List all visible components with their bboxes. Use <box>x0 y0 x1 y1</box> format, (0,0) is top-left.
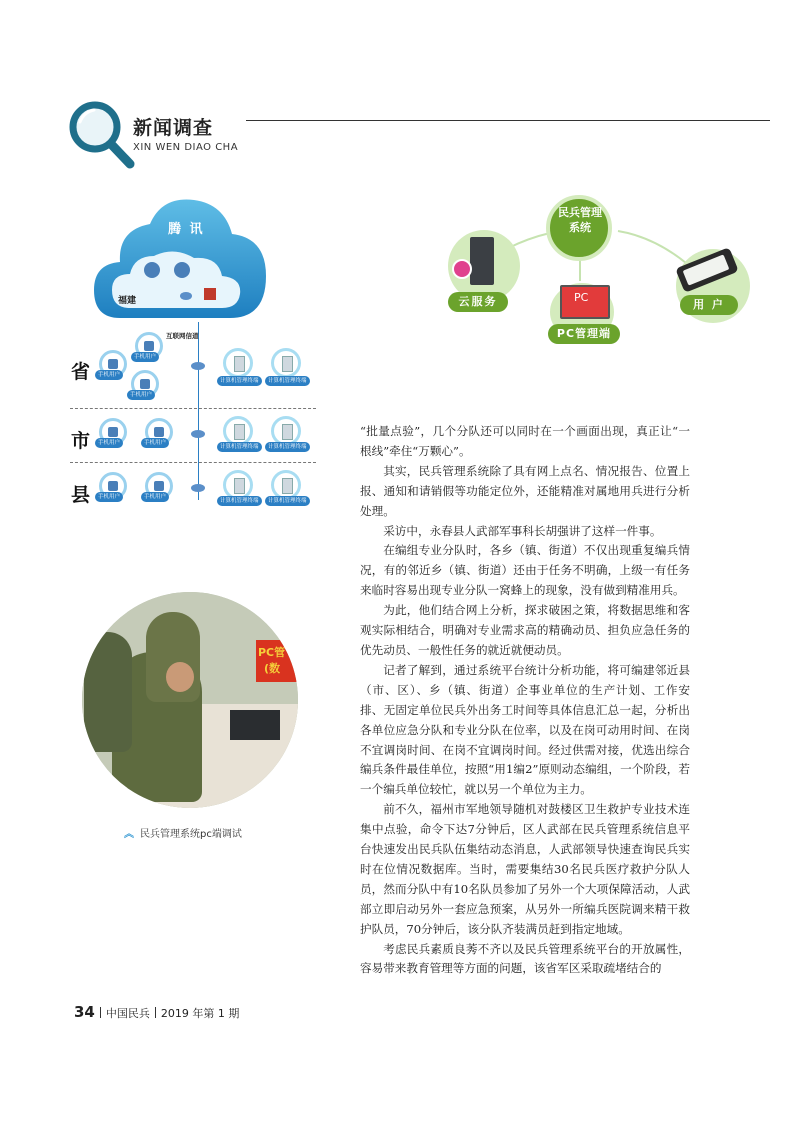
photo-caption <box>124 825 242 840</box>
photo-soldier-3 <box>84 632 132 752</box>
level-province: 省 <box>71 361 91 383</box>
cloud-icon <box>90 190 270 322</box>
magnifier-icon <box>68 100 138 172</box>
section-title: 新闻调查 <box>133 117 214 139</box>
header-logo <box>68 100 138 172</box>
issue-info: 2019 年第 1 期 <box>160 1007 240 1020</box>
paragraph-1: “批量点验”，几个分队还可以同时在一个画面出现，真正让“一根线”牵住“万颗心”。 <box>360 424 690 458</box>
center-label: 民兵管理系统 <box>558 206 602 234</box>
article-body <box>360 422 690 979</box>
user-label: 用 户 <box>680 295 738 315</box>
photo-sign-text: PC管 <box>258 646 286 659</box>
section-subtitle: XIN WEN DIAO CHA <box>133 142 239 153</box>
footer-separator <box>155 1007 156 1018</box>
photo-face <box>166 662 194 692</box>
footer <box>74 1003 239 1021</box>
divider-city-county <box>70 462 316 463</box>
pc-screen-text: PC <box>574 291 589 304</box>
internet-channel-label: 互联网信道 <box>166 332 199 340</box>
photo-laptop <box>230 710 280 740</box>
county-row: 手机用户 手机用户 计算机管理终端 计算机管理终端 <box>95 468 320 513</box>
cloud-label: 腾 讯 <box>168 222 205 237</box>
level-city: 市 <box>71 430 91 452</box>
paragraph-2: 其实，民兵管理系统除了具有网上点名、情况报告、位置上报、通知和请销假等功能定位外，还能精准对属地用兵进行分析处理。 <box>360 463 690 518</box>
system-diagram <box>430 185 770 350</box>
level-county: 县 <box>71 484 91 506</box>
page-number: 34 <box>74 1003 95 1021</box>
paragraph-4: 在编组专业分队时，各乡（镇、街道）不仅出现重复编兵情况，有的邻近乡（镇、街道）还由于任务不明确，上级一有任务来临时容易出现专业分队一窝蜂上的现象，没有做到精准用兵。 <box>360 543 690 598</box>
photo <box>82 592 298 808</box>
province-row: 手机用户 手机用户 手机用户 计算机管理终端 计算机管理终端 <box>95 330 320 405</box>
cloud-badge-icon <box>452 259 472 279</box>
fujian-label: 福建 <box>118 296 137 306</box>
paragraph-7: 前不久，福州市军地领导随机对鼓楼区卫生救护专业技术连集中点验，命令下达7分钟后，区人武部在民兵管理系统信息平台快速发出民兵队伍集结动态消息，人武部领导快速查询民兵实时在位情况数据库。当时，需要集结30名民兵医疗救护分队人员，然而分队中有10名队员参加了另外一个大项保障活动，人武部立即启动另外一套应急预案，从另外一所编兵医院调来精干救护队员，70分钟后，该分队齐装满员赶到指定地域。 <box>360 802 690 936</box>
paragraph-8: 考虑民兵素质良莠不齐以及民兵管理系统平台的开放属性，容易带来教育管理等方面的问题，该省军区采取疏堵结合的 <box>360 941 690 976</box>
cloud-service-label: 云服务 <box>448 292 508 312</box>
footer-separator <box>100 1007 101 1018</box>
photo-caption-text: 民兵管理系统pc端调试 <box>140 829 242 840</box>
photo-sign-text2: (数 <box>264 662 281 675</box>
divider-province-city <box>70 408 316 409</box>
paragraph-3: 采访中，永春县人武部军事科长胡强讲了这样一件事。 <box>383 523 662 538</box>
paragraph-6: 记者了解到，通过系统平台统计分析功能，将可编建邻近县（市、区）、乡（镇、街道）企事业单位的生产计划、工作安排、无固定单位民兵外出务工时间等具体信息汇总一起，分析出各单位应急分队和专业分队在位率，以及在岗可动用时间、在岗不宜调岗时间、在岗不宜调岗时间。经过供需对接，优选出综合编兵条件最佳单位，按照“用1编2”原则动态编组，一个阶段，若一个编兵单位较忙，就以另一个单位为主力。 <box>360 662 690 797</box>
magazine-name: 中国民兵 <box>105 1007 150 1020</box>
city-row: 手机用户 手机用户 计算机管理终端 计算机管理终端 <box>95 414 320 459</box>
server-icon <box>470 237 494 285</box>
header-rule <box>246 120 770 121</box>
paragraph-5: 为此，他们结合网上分析，探求破困之策，将数据思维和客观实际相结合，明确对专业需求高的精确动员、担负应急任务的优先动员、一般性任务的就近就便动员。 <box>360 603 690 657</box>
double-chevron-up-icon: ︽ <box>124 829 134 840</box>
pc-client-label: PC管理端 <box>548 324 620 344</box>
